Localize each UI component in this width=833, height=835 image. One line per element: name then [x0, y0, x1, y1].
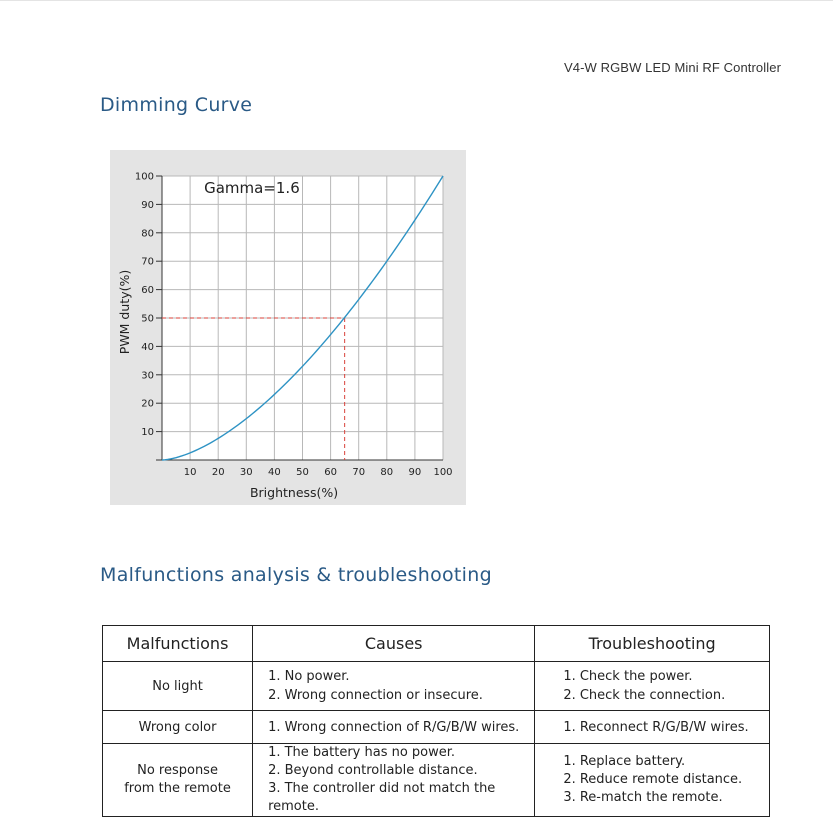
y-tick-label: 100: [134, 171, 154, 183]
table-row: [103, 662, 770, 711]
x-tick-label: 40: [268, 467, 281, 478]
y-tick-label: 70: [141, 256, 154, 268]
troubleshooting-title: Malfunctions analysis & troubleshooting: [100, 564, 492, 586]
malfunction-line: No response: [137, 763, 218, 778]
x-tick-label: 50: [296, 467, 309, 478]
malfunction-line: from the remote: [124, 781, 231, 796]
troubleshooting-table: [102, 625, 770, 817]
troubleshooting-line: 2. Reduce remote distance.: [563, 772, 743, 787]
y-tick-label: 30: [141, 370, 154, 382]
troubleshooting-line: 1. Check the power.: [563, 669, 693, 684]
malfunction-cell: [103, 662, 253, 711]
causes-line: 1. No power.: [268, 669, 350, 684]
troubleshooting-line: 2. Check the connection.: [563, 688, 726, 703]
document-header-title: V4-W RGBW LED Mini RF Controller: [563, 60, 781, 75]
header-troubleshooting: Troubleshooting: [535, 626, 770, 662]
dimming-curve-chart: [110, 150, 466, 505]
table-header-row: [103, 626, 770, 662]
causes-line: 3. The controller did not match the remote.: [268, 781, 496, 814]
causes-line: 2. Wrong connection or insecure.: [268, 688, 483, 703]
malfunction-cell: [103, 711, 253, 744]
y-tick-label: 80: [141, 228, 154, 240]
malfunction-cell: [103, 744, 253, 817]
troubleshooting-line: 1. Replace battery.: [563, 754, 686, 769]
x-tick-label: 10: [183, 467, 197, 478]
y-tick-label: 50: [141, 313, 154, 325]
causes-line: 2. Beyond controllable distance.: [268, 763, 478, 778]
x-tick-label: 70: [352, 467, 366, 478]
troubleshooting-cell: [535, 744, 770, 817]
x-tick-label: 90: [408, 467, 422, 478]
causes-cell: [253, 711, 535, 744]
x-tick-label: 60: [324, 467, 337, 478]
causes-cell: [253, 744, 535, 817]
page-top-border: [0, 0, 833, 1]
malfunction-line: Wrong color: [138, 719, 217, 735]
y-tick-label: 40: [141, 341, 154, 353]
troubleshooting-line: 1. Reconnect R/G/B/W wires.: [563, 719, 749, 735]
x-tick-label: 100: [433, 467, 453, 478]
dimming-curve-title: Dimming Curve: [100, 94, 253, 116]
causes-cell: [253, 662, 535, 711]
troubleshooting-line: 3. Re-match the remote.: [563, 790, 723, 805]
gamma-annotation: Gamma=1.6: [204, 179, 300, 198]
y-tick-label: 10: [141, 427, 154, 439]
y-axis-label: PWM duty(%): [117, 269, 132, 355]
causes-line: 1. The battery has no power.: [268, 745, 456, 760]
y-tick-label: 60: [141, 285, 154, 297]
x-tick-label: 30: [239, 467, 253, 478]
header-causes: Causes: [253, 626, 535, 662]
y-tick-label: 90: [141, 199, 154, 211]
x-tick-label: 80: [380, 467, 394, 478]
x-axis-label: Brightness(%): [249, 485, 339, 500]
troubleshooting-cell: [535, 711, 770, 744]
x-tick-label: 20: [211, 467, 225, 478]
dimming-curve-svg: [110, 150, 466, 505]
table-row: [103, 711, 770, 744]
y-tick-label: 20: [141, 398, 154, 410]
header-malfunctions: Malfunctions: [103, 626, 253, 662]
causes-line: 1. Wrong connection of R/G/B/W wires.: [268, 719, 520, 735]
malfunction-line: No light: [152, 678, 203, 694]
troubleshooting-cell: [535, 662, 770, 711]
table-row: [103, 744, 770, 817]
